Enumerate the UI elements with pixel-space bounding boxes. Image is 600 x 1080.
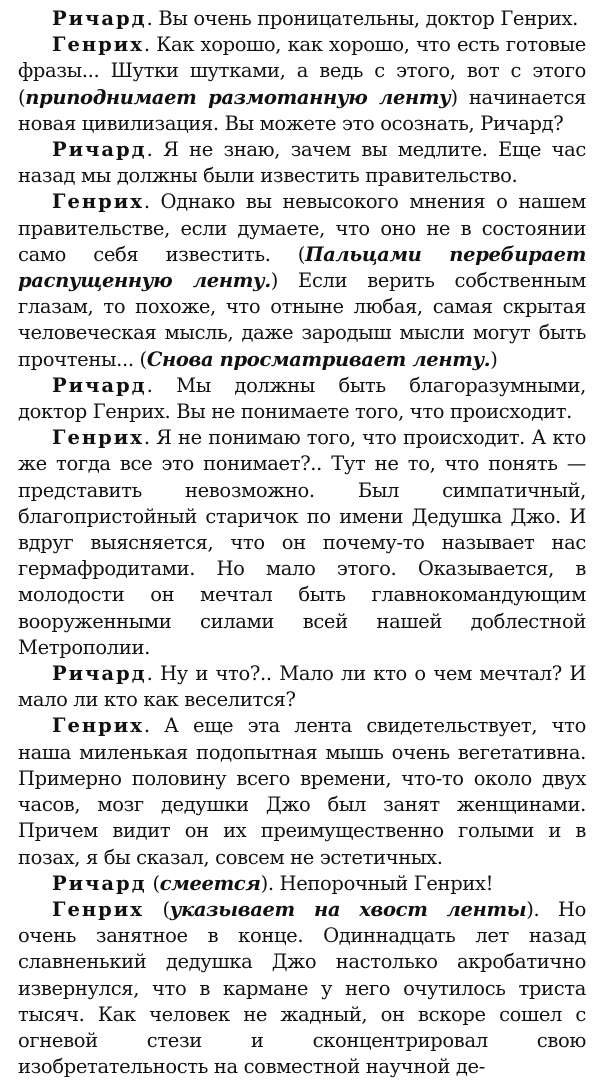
speaker-name: Генрих — [52, 897, 144, 921]
speaker-name: Ричард — [52, 871, 147, 895]
speaker-name: Генрих — [52, 426, 144, 450]
dialogue-text: ) — [490, 347, 498, 371]
speaker-name: Ричард — [52, 138, 147, 162]
dialogue-paragraph — [18, 137, 586, 189]
stage-direction: Снова просматривает ленту. — [146, 347, 491, 371]
dialogue-paragraph — [18, 189, 586, 372]
dialogue-text: ) начинается новая цивилизация. Вы можете это осознать, Ричард? — [18, 85, 586, 135]
dialogue-paragraph — [18, 425, 586, 661]
dialogue-text: . А еще эта лента свидетельствует, что наша миленькая подопытная мышь очень вегетативна. Примерно половину всего времени, что-то около двух часов, мозг дедушки Джо был занят женщинами. Причем видит он их преимущественно голыми и в позах, я бы сказал, совсем не эстетичных. — [18, 714, 586, 869]
stage-direction: Пальцами перебирает распущенную ленту. — [18, 242, 587, 293]
speaker-name: Генрих — [52, 190, 144, 214]
speaker-name: Ричард — [52, 7, 147, 30]
dialogue-paragraph — [18, 373, 586, 425]
dialogue-text: . Ну и что?.. Мало ли кто о чем мечтал? И мало ли кто как веселится? — [18, 662, 586, 712]
stage-direction: приподнимает размотанную ленту — [25, 85, 451, 109]
speaker-name: Генрих — [52, 714, 144, 738]
dialogue-paragraph — [18, 897, 586, 1080]
dialogue-paragraph — [18, 661, 586, 713]
dialogue-text: . Как хорошо, как хорошо, что есть готовые фразы... Шутки шутками, а ведь с этого, вот с этого ( — [18, 33, 586, 109]
dialogue-text: ). Но очень занятное в конце. Одиннадцать лет назад славненький дедушка Джо настолько акробатично извернулся, что в кармане у него очутилось триста тысяч. Как человек не жадный, он вскоре сошел с огневой стези и сконцентрировал свою изобретательность на совместной научной де- — [18, 897, 586, 1079]
dialogue-paragraph — [18, 871, 586, 897]
speaker-name: Генрих — [52, 33, 144, 57]
speaker-name: Ричард — [52, 662, 147, 686]
dialogue-text: ). Непорочный Генрих! — [260, 871, 494, 895]
dialogue-paragraph — [18, 32, 586, 137]
dialogue-text: . Однако вы невысокого мнения о нашем правительстве, если думаете, что оно не в состоянии само себя известить. ( — [18, 190, 586, 266]
dialogue-text: . Мы должны быть благоразумными, доктор Генрих. Вы не понимаете того, что происходит. — [18, 373, 586, 424]
stage-direction: указывает на хвост ленты — [169, 897, 527, 921]
dialogue-text: . Вы очень проницательны, доктор Генрих. — [146, 7, 578, 30]
dialogue-text: ( — [143, 897, 170, 921]
speaker-name: Ричард — [52, 373, 147, 397]
dialogue-paragraph — [18, 713, 586, 870]
stage-direction: смеется — [159, 871, 261, 895]
dialogue-text: . Я не понимаю того, что происходит. А кто же тогда все это понимает?.. Тут не то, что понять — представить невозможно. Был симпатичный, благопристойный старичок по имени Дедушка Джо. И вдруг выясняется, что он почему-то называет нас гермафродитами. Но мало этого. Оказывается, в молодости он мечтал быть главнокомандующим вооруженными силами всей нашей доблестной Метрополии. — [18, 426, 586, 659]
dialogue-text: ( — [146, 871, 160, 895]
dialogue-paragraph — [18, 6, 586, 32]
dialogue-text: ) Если верить собственным глазам, то похоже, что отныне любая, самая скрытая человеческая мысль, даже зародыш мысли могут быть прочтены... ( — [18, 269, 586, 371]
dialogue-text: . Я не знаю, зачем вы медлите. Еще час назад мы должны были известить правительство. — [18, 138, 586, 188]
